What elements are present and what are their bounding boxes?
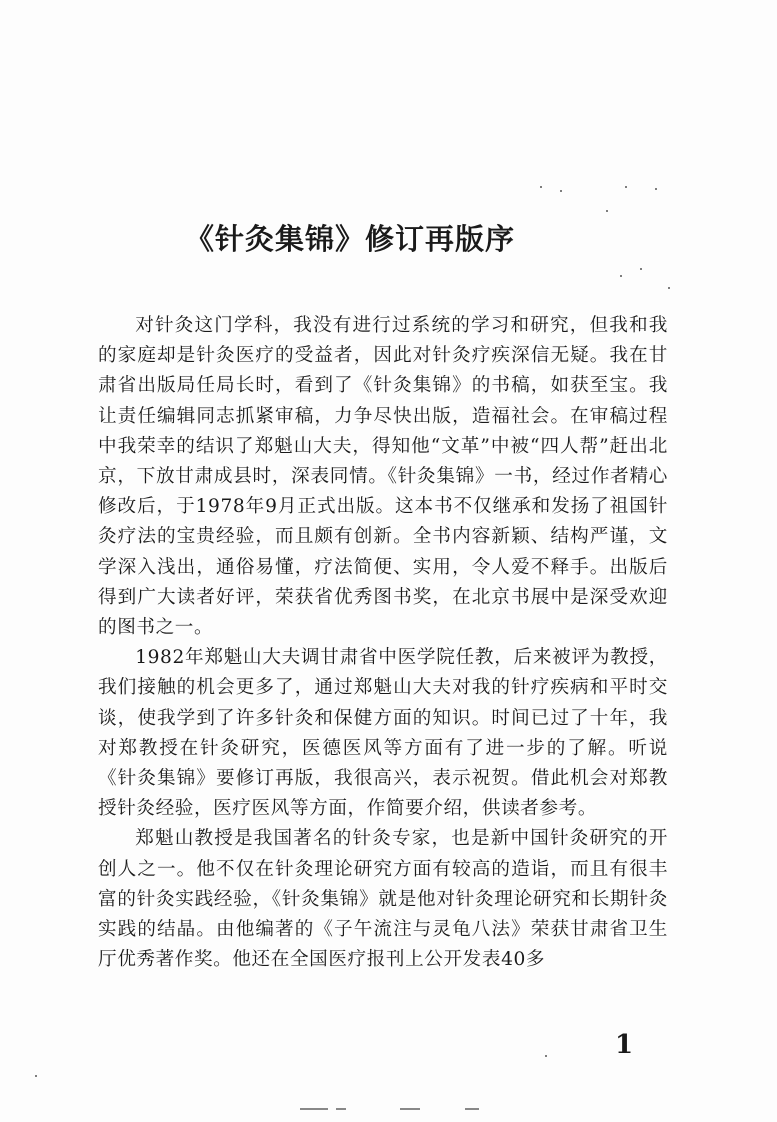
- paragraph-1: 对针灸这门学科，我没有进行过系统的学习和研究，但我和我的家庭却是针灸医疗的受益者，因此对针灸疗疾深信无疑。我在甘肃省出版局任局长时，看到了《针灸集锦》的书稿，如获至宝。我让责任编辑同志抓紧审稿，力争尽快出版，造福社会。在审稿过程中我荣幸的结识了郑魁山大夫，得知他“文革”中被“四人帮”赶出北京，下放甘肃成县时，深表同情。《针灸集锦》一书，经过作者精心修改后，于1978年9月正式出版。这本书不仅继承和发扬了祖国针灸疗法的宝贵经验，而且颇有创新。全书内容新颖、结构严谨，文学深入浅出，通俗易懂，疗法简便、实用，令人爱不释手。出版后得到广大读者好评，荣获省优秀图书奖，在北京书展中是深受欢迎的图书之一。: [98, 315, 668, 639]
- scan-speck: [606, 210, 608, 212]
- scan-speck: [620, 275, 622, 277]
- scan-speck: [668, 287, 670, 289]
- scan-line: [465, 1108, 479, 1110]
- page-title: 《针灸集锦》修订再版序: [185, 222, 516, 256]
- scan-speck: [655, 188, 657, 190]
- page-number: 1: [615, 1030, 634, 1060]
- scan-speck: [560, 190, 562, 192]
- paragraph-2: 1982年郑魁山大夫调甘肃省中医学院任教，后来被评为教授，我们接触的机会更多了，通过郑魁山大夫对我的针疗疾病和平时交谈，使我学到了许多针灸和保健方面的知识。时间已过了十年，我对郑教授在针灸研究，医德医风等方面有了进一步的了解。听说《针灸集锦》要修订再版，我很高兴，表示祝贺。借此机会对郑教授针灸经验，医疗医风等方面，作简要介绍，供读者参考。: [98, 647, 668, 820]
- scan-speck: [640, 268, 642, 270]
- paragraph-3: 郑魁山教授是我国著名的针灸专家，也是新中国针灸研究的开创人之一。他不仅在针灸理论研究方面有较高的造诣，而且有很丰富的针灸实践经验，《针灸集锦》就是他对针灸理论研究和长期针灸实践的结晶。由他编著的《子午流注与灵龟八法》荣获甘肃省卫生厅优秀著作奖。他还在全国医疗报刊上公开发表40多: [98, 828, 668, 971]
- scan-speck: [35, 1075, 37, 1077]
- body-text: [98, 311, 668, 975]
- scan-speck: [625, 186, 627, 188]
- scan-line: [400, 1108, 420, 1110]
- scan-line: [336, 1108, 346, 1110]
- scan-line: [300, 1108, 328, 1110]
- scan-speck: [540, 186, 542, 188]
- scan-speck: [545, 1055, 547, 1057]
